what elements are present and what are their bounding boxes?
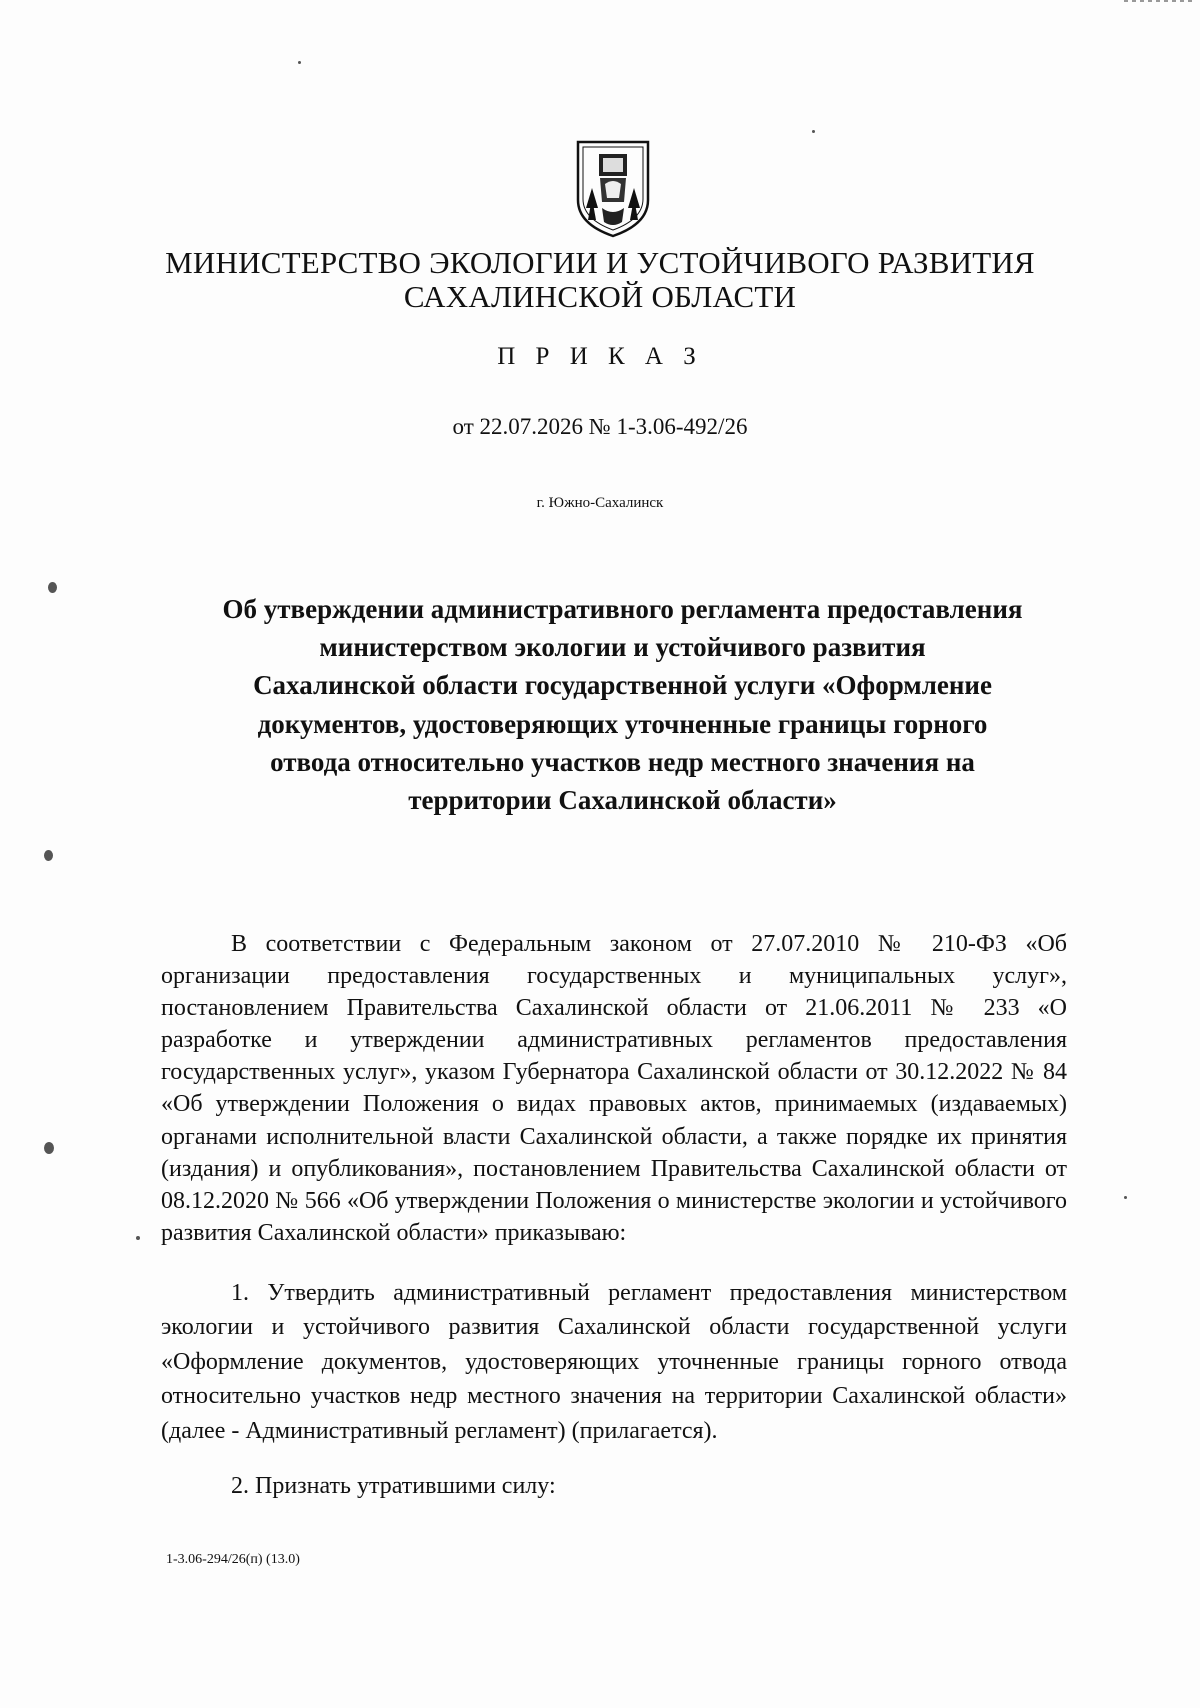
scan-speck — [44, 1142, 54, 1154]
preamble-paragraph: В соответствии с Федеральным законом от 27.07.2010 № 210-ФЗ «Об организации предоставления государственных и муниципальных услуг», постановлением Правительства Сахалинской области от 21.06.2011 № 233 «О разработке и утверждении административных регламентов предоставления государственных услуг», указом Губернатора Сахалинской области от 30.12.2022 № 84 «Об утверждении Положения о видах правовых актов, принимаемых (издаваемых) органами исполнительной власти Сахалинской области, а также порядке их принятия (издания) и опубликования», постановлением Правительства Сахалинской области от 08.12.2020 № 566 «Об утверждении Положения о министерстве экологии и устойчивого развития Сахалинской области» приказываю: — [161, 931, 1067, 1246]
scan-speck — [1124, 1196, 1127, 1199]
scan-speck — [298, 61, 301, 64]
scan-speck — [812, 130, 815, 133]
document-type-title: П Р И К А З — [497, 343, 703, 370]
ministry-name-line2: САХАЛИНСКОЙ ОБЛАСТИ — [403, 279, 797, 314]
scan-speck — [48, 582, 57, 593]
subject-line: территории Сахалинской области» — [408, 785, 837, 816]
subject-line: министерством экологии и устойчивого развития — [319, 632, 926, 663]
order-date-number: от 22.07.2026 № 1-3.06-492/26 — [452, 414, 748, 439]
scan-edge-mark — [1124, 0, 1194, 2]
scan-speck — [136, 1236, 140, 1240]
subject-line: Об утверждении административного регламента предоставления — [222, 594, 1023, 624]
coat-of-arms-icon — [572, 138, 654, 238]
subject-line: Сахалинской области государственной услуги «Оформление — [253, 670, 992, 701]
ministry-name-line1: МИНИСТЕРСТВО ЭКОЛОГИИ И УСТОЙЧИВОГО РАЗВИТИЯ — [165, 245, 1035, 280]
order-subject — [160, 590, 1085, 819]
city-label: г. Южно-Сахалинск — [536, 495, 664, 511]
subject-line: отвода относительно участков недр местного значения на — [270, 746, 975, 777]
subject-line: документов, удостоверяющих уточненные границы горного — [257, 708, 988, 739]
clause-1-paragraph: 1. Утвердить административный регламент предоставления министерством экологии и устойчивого развития Сахалинской области государственной услуги «Оформление документов, удостоверяющих уточненные границы горного отвода относительно участков недр местного значения на территории Сахалинской области» (далее - Административный регламент) (прилагается). — [161, 1280, 1067, 1444]
clause-2-paragraph: 2. Признать утратившими силу: — [231, 1473, 556, 1499]
document-code-footer: 1-3.06-294/26(п) (13.0) — [166, 1552, 300, 1567]
scan-speck — [44, 850, 53, 861]
